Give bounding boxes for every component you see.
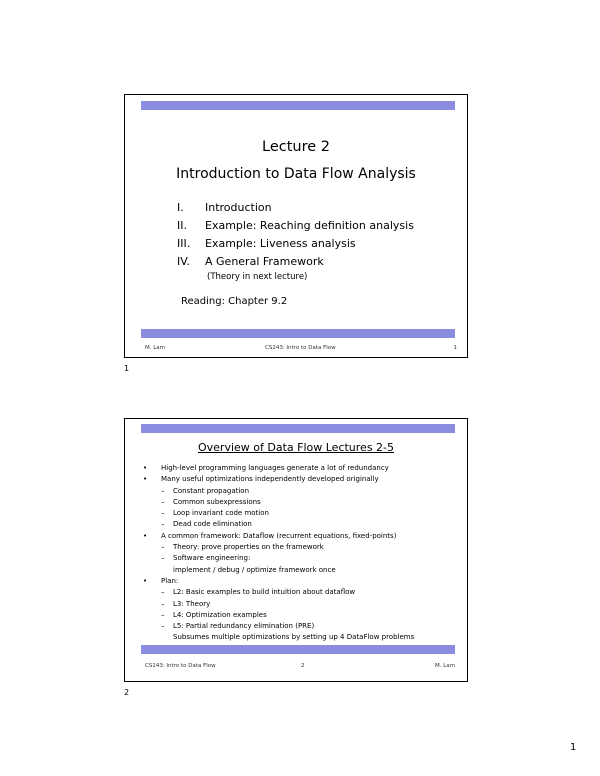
outline-item: III. Example: Liveness analysis bbox=[177, 237, 356, 250]
bullet-item bbox=[143, 463, 459, 474]
bullet-text: Software engineering: bbox=[173, 554, 251, 563]
footer-course: CS243: Intro to Data Flow bbox=[265, 345, 336, 351]
bullet-marker: – bbox=[161, 509, 165, 518]
bullet-text: L3: Theory bbox=[173, 599, 211, 608]
bullet-marker: • bbox=[143, 475, 148, 484]
footer-author: M. Lam bbox=[434, 663, 455, 669]
outline-note: (Theory in next lecture) bbox=[207, 272, 308, 282]
sub-bullet-item bbox=[143, 553, 459, 564]
bullet-text: L5: Partial redundancy elimination (PRE) bbox=[173, 622, 315, 631]
slide-2-label: 2 bbox=[124, 688, 130, 697]
sub-bullet-item bbox=[143, 519, 459, 530]
bullet-text: High-level programming languages generate a lot of redundancy bbox=[161, 464, 389, 472]
bullet-item bbox=[143, 531, 459, 542]
bullet-marker: • bbox=[143, 531, 148, 540]
bullet-marker: – bbox=[161, 486, 165, 495]
outline-item: I. Introduction bbox=[177, 201, 272, 214]
bullet-list bbox=[143, 463, 459, 644]
slide-1-label: 1 bbox=[124, 364, 130, 373]
sub-bullet-item bbox=[143, 486, 459, 497]
slide-1 bbox=[124, 94, 468, 358]
footer-author: M. Lam bbox=[145, 345, 166, 351]
bullet-marker: – bbox=[161, 554, 165, 563]
bullet-text: Loop invariant code motion bbox=[173, 509, 269, 518]
slide-2 bbox=[124, 418, 468, 682]
bullet-marker: – bbox=[161, 588, 165, 597]
sub-bullet-item bbox=[143, 610, 459, 621]
bullet-marker: – bbox=[161, 622, 165, 631]
slide-2-title: Overview of Data Flow Lectures 2-5 bbox=[197, 441, 395, 454]
outline-item: IV. A General Framework bbox=[177, 255, 324, 268]
bullet-marker: – bbox=[161, 610, 165, 619]
bullet-text: Plan: bbox=[161, 576, 179, 585]
bullet-text: Theory: prove properties on the framework bbox=[173, 543, 324, 552]
slide-1-title: Lecture 2 bbox=[262, 139, 330, 155]
bullet-text: implement / debug / optimize framework once bbox=[173, 565, 336, 574]
outline-item: II. Example: Reaching definition analysis bbox=[177, 219, 414, 232]
sub-bullet-item bbox=[143, 542, 459, 553]
reading-assignment: Reading: Chapter 9.2 bbox=[181, 296, 288, 307]
footer-course: CS243: Intro to Data Flow bbox=[145, 663, 216, 669]
slide-1-subtitle: Introduction to Data Flow Analysis bbox=[176, 166, 416, 182]
bullet-text: Many useful optimizations independently developed originally bbox=[161, 475, 379, 484]
outline-list bbox=[177, 199, 414, 284]
bullet-marker: – bbox=[161, 599, 165, 608]
slide-1-bottom-bar bbox=[141, 329, 455, 338]
bullet-marker: – bbox=[161, 543, 165, 552]
bullet-text: Dead code elimination bbox=[173, 520, 252, 529]
bullet-item bbox=[143, 474, 459, 485]
sub-bullet-item bbox=[143, 587, 459, 598]
bullet-text: L4: Optimization examples bbox=[173, 610, 267, 619]
bullet-marker: – bbox=[161, 520, 165, 529]
bullet-item bbox=[143, 576, 459, 587]
sub-bullet-item bbox=[143, 565, 459, 576]
bullet-text: Subsumes multiple optimizations by setting up 4 DataFlow problems bbox=[173, 633, 415, 642]
sub-bullet-item bbox=[143, 632, 459, 643]
slide-2-top-bar bbox=[141, 424, 455, 433]
page-number: 1 bbox=[570, 742, 577, 753]
footer-slide-number: 2 bbox=[301, 663, 305, 669]
footer-slide-number: 1 bbox=[453, 345, 457, 351]
bullet-marker: • bbox=[143, 576, 148, 585]
bullet-text: Constant propagation bbox=[173, 486, 250, 495]
bullet-marker: – bbox=[161, 497, 165, 506]
bullet-text: L2: Basic examples to build intuition about dataflow bbox=[173, 588, 356, 597]
bullet-text: Common subexpressions bbox=[173, 497, 261, 506]
sub-bullet-item bbox=[143, 497, 459, 508]
bullet-text: A common framework: Dataflow (recurrent equations, fixed-points) bbox=[161, 531, 397, 540]
bullet-marker: • bbox=[143, 464, 148, 472]
sub-bullet-item bbox=[143, 599, 459, 610]
slide-1-top-bar bbox=[141, 101, 455, 110]
slide-2-bottom-bar bbox=[141, 645, 455, 654]
sub-bullet-item bbox=[143, 508, 459, 519]
sub-bullet-item bbox=[143, 621, 459, 632]
